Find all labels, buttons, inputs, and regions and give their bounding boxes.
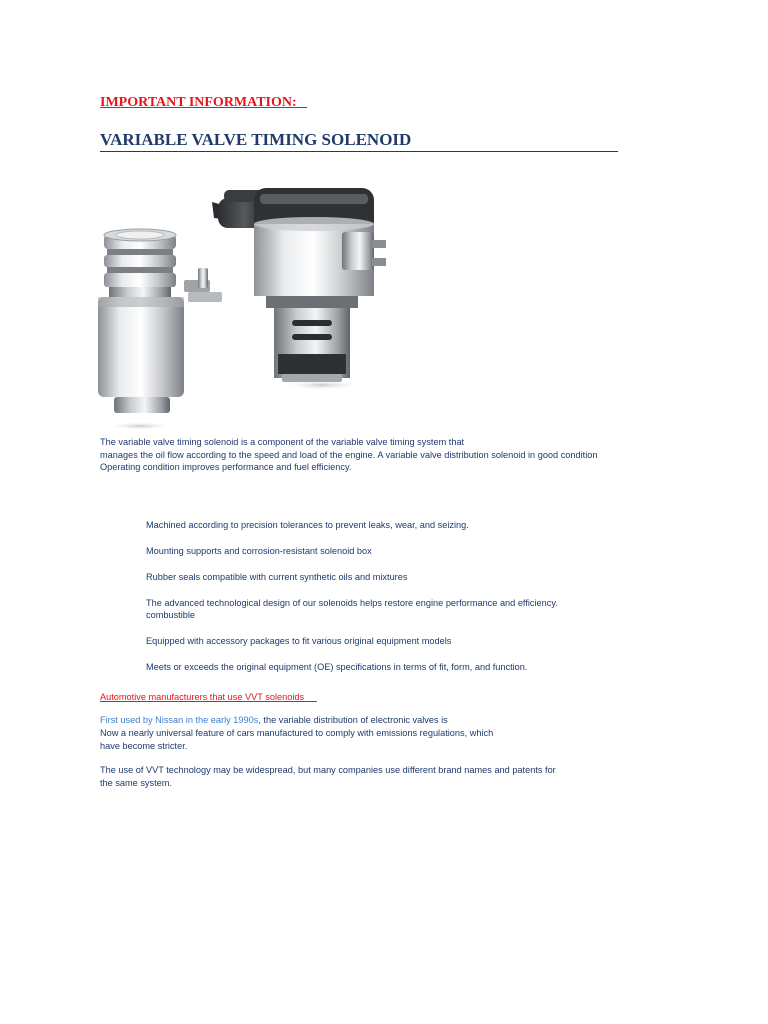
manufacturers-heading: Automotive manufacturers that use VVT solenoids: [100, 692, 317, 702]
important-information-heading: IMPORTANT INFORMATION:: [100, 95, 308, 110]
feature-text: Mounting supports and corrosion-resistant solenoid box: [146, 546, 372, 556]
feature-item: [146, 635, 626, 647]
history-line: have become stricter.: [100, 741, 188, 751]
feature-text: Equipped with accessory packages to fit various original equipment models: [146, 636, 452, 646]
feature-item: [146, 545, 626, 557]
feature-subtext: combustible: [146, 610, 196, 620]
brand-line: The use of VVT technology may be widespread, but many companies use different brand names and patents for: [100, 765, 556, 775]
feature-text: Rubber seals compatible with current synthetic oils and mixtures: [146, 572, 408, 582]
feature-text: Meets or exceeds the original equipment (OE) specifications in terms of fit, form, and function.: [146, 662, 528, 672]
feature-item: [146, 519, 626, 531]
feature-text: The advanced technological design of our solenoids helps restore engine performance and efficiency.: [146, 598, 558, 608]
history-paragraph: [100, 714, 660, 753]
history-line: [100, 714, 660, 727]
feature-item: [146, 571, 626, 583]
history-line: Now a nearly universal feature of cars manufactured to comply with emissions regulations, which: [100, 728, 494, 738]
right-solenoid: [212, 188, 386, 390]
history-line-rest: , the variable distribution of electronic valves is: [258, 715, 448, 725]
intro-line: manages the oil flow according to the speed and load of the engine. A variable valve distribution solenoid in good condition: [100, 449, 598, 460]
feature-item: [146, 661, 626, 673]
intro-line: The variable valve timing solenoid is a component of the variable valve timing system that: [100, 437, 465, 447]
intro-paragraph: [100, 436, 700, 474]
left-solenoid: [98, 229, 222, 430]
intro-line: Operating condition improves performance and fuel efficiency.: [100, 462, 352, 472]
page-title: VARIABLE VALVE TIMING SOLENOID: [100, 130, 618, 152]
solenoid-product-photo: [96, 180, 396, 430]
feature-text: Machined according to precision tolerances to prevent leaks, wear, and seizing.: [146, 520, 469, 530]
brand-names-paragraph: [100, 764, 660, 790]
feature-list: [146, 519, 626, 687]
brand-line: the same system.: [100, 778, 172, 788]
highlighted-phrase: First used by Nissan in the early 1990s: [100, 715, 259, 725]
feature-item: [146, 597, 626, 621]
